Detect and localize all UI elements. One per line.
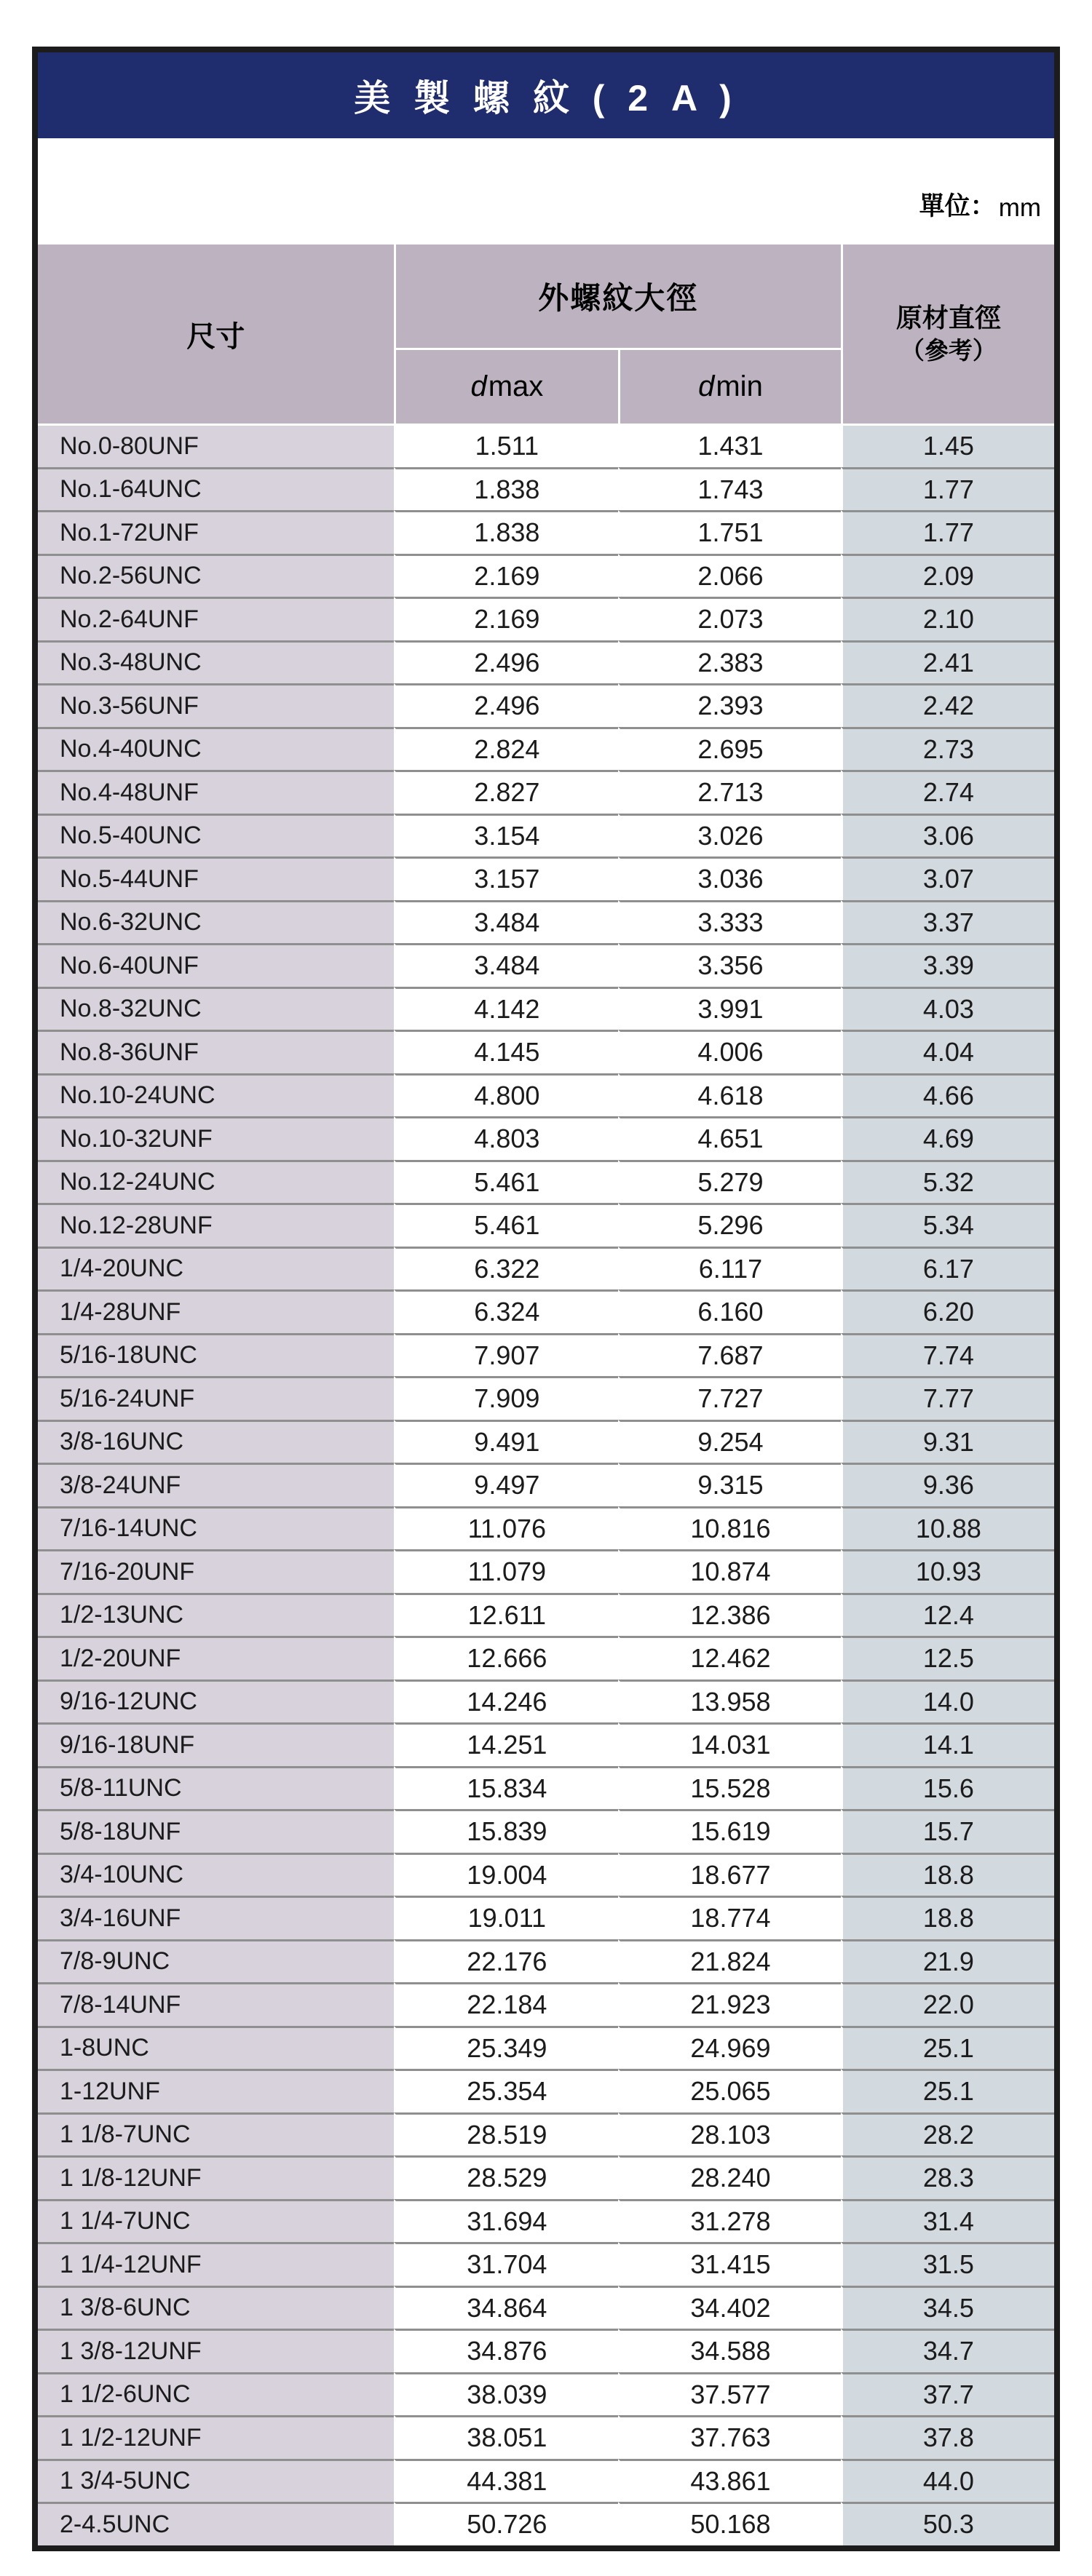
table-row (38, 1030, 1054, 1073)
table-row (38, 1160, 1054, 1204)
dmax-cell: 4.145 (394, 1030, 619, 1073)
dmax-cell: 3.484 (394, 900, 619, 944)
table-row (38, 510, 1054, 554)
header-dmax (394, 348, 619, 424)
dmax-cell: 25.349 (394, 2026, 619, 2070)
dmax-cell: 2.169 (394, 597, 619, 640)
dmin-cell: 4.006 (618, 1030, 841, 1073)
dmax-cell: 31.694 (394, 2199, 619, 2243)
raw-cell: 22.0 (841, 1982, 1054, 2026)
table-row (38, 424, 1054, 467)
dmin-cell: 6.160 (618, 1289, 841, 1333)
dmax-cell: 9.491 (394, 1420, 619, 1463)
size-cell: No.12-28UNF (38, 1203, 394, 1247)
dmin-cell: 50.168 (618, 2502, 841, 2545)
dmax-cell: 14.251 (394, 1722, 619, 1766)
dmax-cell: 3.157 (394, 856, 619, 900)
size-cell: 7/8-14UNF (38, 1982, 394, 2026)
dmin-cell: 10.874 (618, 1549, 841, 1593)
dmin-cell: 34.402 (618, 2286, 841, 2329)
size-cell: 3/4-10UNC (38, 1853, 394, 1896)
dmax-cell: 1.838 (394, 467, 619, 511)
table-row (38, 1506, 1054, 1550)
dmax-cell: 7.907 (394, 1333, 619, 1377)
table-row (38, 1333, 1054, 1377)
size-cell: 1 1/8-7UNC (38, 2112, 394, 2156)
table-row (38, 770, 1054, 814)
size-cell: No.2-56UNC (38, 554, 394, 597)
size-cell: 3/4-16UNF (38, 1896, 394, 1939)
unit-value: mm (998, 194, 1041, 222)
raw-cell: 4.66 (841, 1073, 1054, 1117)
dmax-cell: 2.496 (394, 683, 619, 727)
dmax-cell: 6.324 (394, 1289, 619, 1333)
page-title: 美 製 螺 紋 ( 2 A ) (354, 78, 738, 119)
table-row (38, 683, 1054, 727)
table-row (38, 1289, 1054, 1333)
table-row (38, 2329, 1054, 2372)
size-cell: No.0-80UNF (38, 424, 394, 467)
size-cell: No.10-32UNF (38, 1116, 394, 1160)
dmax-cell: 44.381 (394, 2459, 619, 2503)
raw-cell: 2.73 (841, 727, 1054, 771)
dmax-cell: 7.909 (394, 1376, 619, 1420)
raw-cell: 2.10 (841, 597, 1054, 640)
dmax-cell: 25.354 (394, 2069, 619, 2112)
size-cell: 1 1/2-6UNC (38, 2372, 394, 2416)
size-cell: No.6-32UNC (38, 900, 394, 944)
table-row (38, 2286, 1054, 2329)
dmin-cell: 3.036 (618, 856, 841, 900)
raw-cell: 9.31 (841, 1420, 1054, 1463)
dmax-cell: 11.079 (394, 1549, 619, 1593)
dmax-cell: 3.484 (394, 943, 619, 987)
dmin-cell: 5.296 (618, 1203, 841, 1247)
dmax-cell: 4.800 (394, 1073, 619, 1117)
dmax-cell: 9.497 (394, 1463, 619, 1506)
dmin-cell: 31.415 (618, 2242, 841, 2286)
size-cell: 2-4.5UNC (38, 2502, 394, 2545)
raw-cell: 25.1 (841, 2069, 1054, 2112)
raw-cell: 44.0 (841, 2459, 1054, 2503)
size-cell: 1/2-20UNF (38, 1636, 394, 1679)
dmin-cell: 37.763 (618, 2415, 841, 2459)
raw-cell: 12.4 (841, 1593, 1054, 1637)
raw-cell: 2.41 (841, 640, 1054, 684)
size-cell: No.3-48UNC (38, 640, 394, 684)
table-row (38, 2199, 1054, 2243)
size-cell: 1 3/4-5UNC (38, 2459, 394, 2503)
raw-cell: 37.7 (841, 2372, 1054, 2416)
raw-cell: 7.74 (841, 1333, 1054, 1377)
dmin-cell: 12.462 (618, 1636, 841, 1679)
raw-cell: 50.3 (841, 2502, 1054, 2545)
table-row (38, 640, 1054, 684)
size-cell: No.10-24UNC (38, 1073, 394, 1117)
table-row (38, 1896, 1054, 1939)
size-cell: No.1-64UNC (38, 467, 394, 511)
size-cell: 1 1/4-7UNC (38, 2199, 394, 2243)
size-cell: 9/16-18UNF (38, 1722, 394, 1766)
table-row (38, 1853, 1054, 1896)
dmin-cell: 18.774 (618, 1896, 841, 1939)
table-row (38, 2372, 1054, 2416)
dmax-cell: 1.511 (394, 424, 619, 467)
dmin-cell: 31.278 (618, 2199, 841, 2243)
dmin-cell: 18.677 (618, 1853, 841, 1896)
table-row (38, 1593, 1054, 1637)
dmin-d-symbol: d (698, 370, 715, 402)
raw-cell: 4.04 (841, 1030, 1054, 1073)
table-row (38, 1982, 1054, 2026)
dmin-cell: 3.356 (618, 943, 841, 987)
size-cell: 1 1/2-12UNF (38, 2415, 394, 2459)
dmin-cell: 4.651 (618, 1116, 841, 1160)
table-row (38, 2069, 1054, 2112)
raw-cell: 18.8 (841, 1896, 1054, 1939)
dmin-cell: 3.333 (618, 900, 841, 944)
dmin-cell: 2.073 (618, 597, 841, 640)
table-row (38, 943, 1054, 987)
dmax-cell: 22.176 (394, 1939, 619, 1983)
dmin-cell: 15.528 (618, 1766, 841, 1810)
raw-cell: 28.2 (841, 2112, 1054, 2156)
table-row (38, 1722, 1054, 1766)
dmin-cell: 2.393 (618, 683, 841, 727)
header-size: 尺寸 (38, 245, 394, 424)
size-cell: No.12-24UNC (38, 1160, 394, 1204)
dmin-cell: 7.727 (618, 1376, 841, 1420)
raw-cell: 28.3 (841, 2155, 1054, 2199)
dmin-cell: 4.618 (618, 1073, 841, 1117)
table-row (38, 1549, 1054, 1593)
table-row (38, 2415, 1054, 2459)
table-row (38, 1463, 1054, 1506)
dmax-cell: 2.496 (394, 640, 619, 684)
raw-cell: 2.09 (841, 554, 1054, 597)
dmax-cell: 3.154 (394, 814, 619, 857)
dmax-cell: 19.011 (394, 1896, 619, 1939)
dmin-cell: 12.386 (618, 1593, 841, 1637)
size-cell: 7/16-14UNC (38, 1506, 394, 1550)
dmax-cell: 2.169 (394, 554, 619, 597)
size-cell: 1-8UNC (38, 2026, 394, 2070)
raw-cell: 10.88 (841, 1506, 1054, 1550)
table-row (38, 1116, 1054, 1160)
header-raw-line2: （參考） (900, 336, 997, 364)
dmax-cell: 14.246 (394, 1679, 619, 1723)
table-row (38, 814, 1054, 857)
raw-cell: 6.17 (841, 1247, 1054, 1290)
dmin-cell: 37.577 (618, 2372, 841, 2416)
dmin-cell: 21.824 (618, 1939, 841, 1983)
raw-cell: 1.77 (841, 467, 1054, 511)
size-cell: 5/8-18UNF (38, 1809, 394, 1853)
dmin-cell: 28.103 (618, 2112, 841, 2156)
dmax-cell: 1.838 (394, 510, 619, 554)
size-cell: 7/8-9UNC (38, 1939, 394, 1983)
spec-sheet (32, 47, 1060, 2551)
table-row (38, 856, 1054, 900)
table-row (38, 554, 1054, 597)
dmin-cell: 3.026 (618, 814, 841, 857)
dmax-cell: 15.839 (394, 1809, 619, 1853)
raw-cell: 3.07 (841, 856, 1054, 900)
table-row (38, 2242, 1054, 2286)
size-cell: 5/16-18UNC (38, 1333, 394, 1377)
header-raw-line1: 原材直徑 (895, 303, 1001, 333)
table-row (38, 1679, 1054, 1723)
header-outer-major-diameter: 外螺紋大徑 (394, 245, 841, 348)
dmin-cell: 15.619 (618, 1809, 841, 1853)
dmin-cell: 2.066 (618, 554, 841, 597)
size-cell: No.5-40UNC (38, 814, 394, 857)
table-row (38, 2112, 1054, 2156)
raw-cell: 4.69 (841, 1116, 1054, 1160)
raw-cell: 5.32 (841, 1160, 1054, 1204)
table-row (38, 727, 1054, 771)
dmax-cell: 38.051 (394, 2415, 619, 2459)
dmax-d-symbol: d (470, 370, 487, 402)
dmax-suffix: max (488, 370, 544, 402)
raw-cell: 31.4 (841, 2199, 1054, 2243)
raw-cell: 1.77 (841, 510, 1054, 554)
table-row (38, 1073, 1054, 1117)
table-row (38, 1247, 1054, 1290)
table-row (38, 2026, 1054, 2070)
dmax-cell: 4.142 (394, 987, 619, 1030)
raw-cell: 6.20 (841, 1289, 1054, 1333)
size-cell: No.1-72UNF (38, 510, 394, 554)
size-cell: No.3-56UNF (38, 683, 394, 727)
table-header (38, 245, 1054, 424)
dmax-cell: 12.666 (394, 1636, 619, 1679)
header-raw-material-diameter (841, 245, 1054, 424)
raw-cell: 3.37 (841, 900, 1054, 944)
dmin-cell: 2.695 (618, 727, 841, 771)
dmin-cell: 28.240 (618, 2155, 841, 2199)
table-row (38, 2459, 1054, 2503)
dmax-cell: 5.461 (394, 1203, 619, 1247)
dmin-cell: 2.383 (618, 640, 841, 684)
size-cell: 7/16-20UNF (38, 1549, 394, 1593)
size-cell: 1 3/8-12UNF (38, 2329, 394, 2372)
dmax-cell: 22.184 (394, 1982, 619, 2026)
size-cell: No.4-40UNC (38, 727, 394, 771)
dmax-cell: 50.726 (394, 2502, 619, 2545)
raw-cell: 10.93 (841, 1549, 1054, 1593)
raw-cell: 37.8 (841, 2415, 1054, 2459)
size-cell: 1 3/8-6UNC (38, 2286, 394, 2329)
raw-cell: 1.45 (841, 424, 1054, 467)
table-row (38, 467, 1054, 511)
dmin-cell: 1.431 (618, 424, 841, 467)
dmin-cell: 21.923 (618, 1982, 841, 2026)
dmin-cell: 43.861 (618, 2459, 841, 2503)
dmax-cell: 4.803 (394, 1116, 619, 1160)
size-cell: 9/16-12UNC (38, 1679, 394, 1723)
dmax-cell: 38.039 (394, 2372, 619, 2416)
title-bar (38, 52, 1054, 138)
dmax-cell: 2.827 (394, 770, 619, 814)
dmin-suffix: min (716, 370, 763, 402)
table-row (38, 1376, 1054, 1420)
raw-cell: 34.5 (841, 2286, 1054, 2329)
size-cell: No.2-64UNF (38, 597, 394, 640)
table-row (38, 900, 1054, 944)
dmax-cell: 34.876 (394, 2329, 619, 2372)
dmin-cell: 1.743 (618, 467, 841, 511)
dmax-cell: 15.834 (394, 1766, 619, 1810)
dmax-cell: 19.004 (394, 1853, 619, 1896)
table-row (38, 1939, 1054, 1983)
size-cell: 3/8-16UNC (38, 1420, 394, 1463)
raw-cell: 4.03 (841, 987, 1054, 1030)
dmax-cell: 5.461 (394, 1160, 619, 1204)
dmin-cell: 25.065 (618, 2069, 841, 2112)
raw-cell: 14.1 (841, 1722, 1054, 1766)
dmin-cell: 3.991 (618, 987, 841, 1030)
dmin-cell: 14.031 (618, 1722, 841, 1766)
raw-cell: 12.5 (841, 1636, 1054, 1679)
dmax-cell: 2.824 (394, 727, 619, 771)
raw-cell: 21.9 (841, 1939, 1054, 1983)
raw-cell: 7.77 (841, 1376, 1054, 1420)
size-cell: 1/4-28UNF (38, 1289, 394, 1333)
dmax-cell: 34.864 (394, 2286, 619, 2329)
size-cell: 5/8-11UNC (38, 1766, 394, 1810)
raw-cell: 34.7 (841, 2329, 1054, 2372)
dmin-cell: 2.713 (618, 770, 841, 814)
size-cell: No.4-48UNF (38, 770, 394, 814)
header-dmin (618, 348, 841, 424)
raw-cell: 18.8 (841, 1853, 1054, 1896)
dmin-cell: 9.254 (618, 1420, 841, 1463)
dmax-cell: 31.704 (394, 2242, 619, 2286)
raw-cell: 15.6 (841, 1766, 1054, 1810)
raw-cell: 14.0 (841, 1679, 1054, 1723)
table-row (38, 2155, 1054, 2199)
raw-cell: 31.5 (841, 2242, 1054, 2286)
table-body (38, 424, 1054, 2545)
table-row (38, 1809, 1054, 1853)
size-cell: 1 1/8-12UNF (38, 2155, 394, 2199)
table-row (38, 1420, 1054, 1463)
size-cell: No.6-40UNF (38, 943, 394, 987)
dmax-cell: 28.519 (394, 2112, 619, 2156)
raw-cell: 5.34 (841, 1203, 1054, 1247)
size-cell: 3/8-24UNF (38, 1463, 394, 1506)
raw-cell: 25.1 (841, 2026, 1054, 2070)
raw-cell: 2.74 (841, 770, 1054, 814)
table-row (38, 1203, 1054, 1247)
dmin-cell: 1.751 (618, 510, 841, 554)
size-cell: 1-12UNF (38, 2069, 394, 2112)
size-cell: 5/16-24UNF (38, 1376, 394, 1420)
dmax-cell: 11.076 (394, 1506, 619, 1550)
dmin-cell: 13.958 (618, 1679, 841, 1723)
size-cell: No.8-32UNC (38, 987, 394, 1030)
size-cell: No.8-36UNF (38, 1030, 394, 1073)
dmax-cell: 12.611 (394, 1593, 619, 1637)
dmax-cell: 28.529 (394, 2155, 619, 2199)
size-cell: 1 1/4-12UNF (38, 2242, 394, 2286)
dmin-cell: 9.315 (618, 1463, 841, 1506)
table-row (38, 1766, 1054, 1810)
dmax-cell: 6.322 (394, 1247, 619, 1290)
size-cell: 1/4-20UNC (38, 1247, 394, 1290)
dmin-cell: 24.969 (618, 2026, 841, 2070)
table-row (38, 1636, 1054, 1679)
size-cell: 1/2-13UNC (38, 1593, 394, 1637)
raw-cell: 9.36 (841, 1463, 1054, 1506)
dmin-cell: 34.588 (618, 2329, 841, 2372)
dmin-cell: 7.687 (618, 1333, 841, 1377)
unit-strip (38, 138, 1054, 245)
raw-cell: 3.06 (841, 814, 1054, 857)
unit-label: 單位： (919, 192, 996, 220)
dmin-cell: 5.279 (618, 1160, 841, 1204)
table-row (38, 987, 1054, 1030)
table-row (38, 597, 1054, 640)
dmin-cell: 6.117 (618, 1247, 841, 1290)
size-cell: No.5-44UNF (38, 856, 394, 900)
raw-cell: 3.39 (841, 943, 1054, 987)
table-row (38, 2502, 1054, 2545)
dmin-cell: 10.816 (618, 1506, 841, 1550)
raw-cell: 15.7 (841, 1809, 1054, 1853)
thread-spec-table (38, 245, 1054, 2545)
raw-cell: 2.42 (841, 683, 1054, 727)
